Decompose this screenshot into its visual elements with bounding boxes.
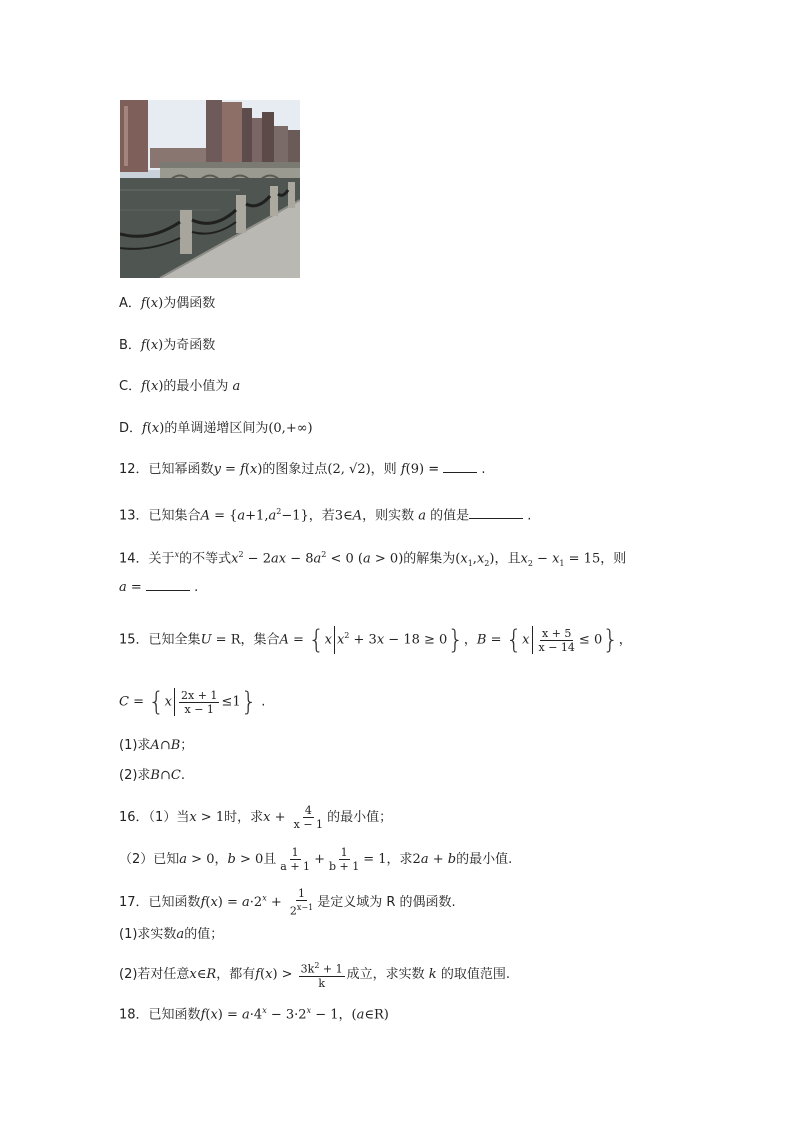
question-number: 14． xyxy=(119,551,149,567)
q17-part1-label: (1)求实数 xyxy=(119,927,177,942)
question-number: 16． xyxy=(119,810,149,825)
option-d-text: 的单调递增区间为 xyxy=(164,421,269,436)
q16-text-1: 时，求 xyxy=(224,810,264,825)
question-17-part-2: (2)若对任意x∈R，都有f(x) > $\frac{3k^2 + 1}{k}$ 成立，求实数 k 的取值范围. xyxy=(119,961,510,990)
river-bridge-photo xyxy=(120,100,300,278)
question-number: 15． xyxy=(119,632,149,648)
q15-text-1: 已知全集 xyxy=(148,632,201,648)
answer-blank[interactable] xyxy=(146,578,190,591)
question-number: 12． xyxy=(119,462,149,477)
answer-blank[interactable] xyxy=(469,506,523,519)
q14-text-4: ，且 xyxy=(494,551,521,567)
option-b[interactable]: B．f(x)为奇函数 xyxy=(119,338,216,353)
q17-part1-text: 的值； xyxy=(184,927,224,942)
question-number: 17． xyxy=(119,894,149,910)
option-d[interactable]: D．f(x)的单调递增区间为(0,+∞) xyxy=(119,421,313,436)
q13-period: . xyxy=(527,508,532,524)
q15-part2-label: (2)求 xyxy=(119,768,151,783)
q13-text-4: 的值是 xyxy=(430,508,470,524)
question-number: 18． xyxy=(119,1007,149,1023)
option-c[interactable]: C．f(x)的最小值为 a xyxy=(119,379,241,394)
question-15-part-2: (2)求B∩C. xyxy=(119,768,185,783)
q15-part1-label: (1)求 xyxy=(119,738,151,753)
q16-text-3: 且 xyxy=(263,852,277,867)
q13-text-1: 已知集合 xyxy=(148,508,201,524)
question-14-continued: a = . xyxy=(119,580,199,595)
q13-text-3: ，则实数 xyxy=(362,508,415,524)
q16-part1-label: （1）当 xyxy=(148,810,190,825)
option-a-label: A． xyxy=(119,296,141,311)
question-14: 14．关于$^x$的不等式$x^2 - 2ax - 8a^2 < 0$ (a > 0)的解集为$(x_1,x_2)$，且$x_2 - x_1 = 15$，则 xyxy=(119,550,627,568)
q14-text-5: ，则 xyxy=(600,551,627,567)
q14-text-1: 关于 xyxy=(148,551,175,567)
q16-text-4: ，求 xyxy=(386,852,413,867)
q17-text-2: 是定义域为 R 的偶函数. xyxy=(317,894,456,910)
option-c-text: 的最小值为 xyxy=(163,379,229,394)
option-c-label: C． xyxy=(119,379,142,394)
q14-text-2: 的不等式 xyxy=(179,551,232,567)
option-a[interactable]: A．f(x)为偶函数 xyxy=(119,296,216,311)
q17-part2-label: (2)若对任意 xyxy=(119,966,190,982)
q15-period: . xyxy=(261,694,266,710)
math-fx: f xyxy=(140,296,146,311)
q12-equals: = xyxy=(428,462,440,477)
q14-text-3: 的解集为 xyxy=(403,551,456,567)
question-18: 18．已知函数$f(x) = a\cdot 4^x - 3\cdot 2^x - 1$，(a∈R) xyxy=(119,1006,389,1023)
q12-text-1: 已知幂函数 xyxy=(148,462,214,477)
question-16-part-2: （2）已知a > 0，b > 0且 $\frac{1}{a + 1}$ + $\frac{1}{b + 1}$ = 1，求2a + b的最小值. xyxy=(119,846,513,873)
question-13: 13．已知集合$A = \{a+1,a^2-1\}$，若3∈A，则实数 a 的值是 . xyxy=(119,507,532,524)
q17-text-1: 已知函数 xyxy=(148,894,201,910)
q17-part2-text-2: 成立，求实数 xyxy=(346,966,425,982)
answer-blank[interactable] xyxy=(443,460,477,473)
question-17: 17．已知函数$f(x) = a\cdot 2^x$ + $\frac{1}{2^{x-1}}$ 是定义域为 R 的偶函数. xyxy=(119,887,456,918)
q14-period: . xyxy=(194,580,199,595)
option-a-text: 为偶函数 xyxy=(163,296,216,311)
question-16-part-1: 16．（1）当x > 1时，求x + $\frac{4}{x - 1}$ 的最小值； xyxy=(119,804,393,831)
option-b-label: B． xyxy=(119,338,141,353)
q12-text-3: ，则 xyxy=(370,462,397,477)
question-15-set-c: C = {x $\frac{2x + 1}{x - 1}$ ≤1} . xyxy=(119,687,266,717)
option-b-text: 为奇函数 xyxy=(163,338,216,353)
q18-text-1: 已知函数 xyxy=(148,1007,201,1023)
option-d-label: D． xyxy=(119,421,143,436)
question-15: 15．已知全集U = R，集合A = {x $x^2 + 3x - 18 \ge 0$}，B = {x $\frac{x + 5}{x - 14}$ ≤ 0}， xyxy=(119,625,632,655)
q17-part2-text-1: ，都有 xyxy=(216,966,256,982)
question-12: 12．已知幂函数y = f(x)的图象过点(2, √2)，则 f(9) = . xyxy=(119,462,486,477)
q17-part2-text-3: 的取值范围. xyxy=(440,966,510,982)
q12-text-2: 的图象过点 xyxy=(262,462,328,477)
q13-text-2: ，若 xyxy=(308,508,335,524)
question-15-part-1: (1)求A∩B； xyxy=(119,738,194,753)
q16-text-5: 的最小值. xyxy=(456,852,513,867)
question-number: 13． xyxy=(119,508,149,524)
q16-part2-label: （2）已知 xyxy=(119,852,180,867)
question-17-part-1: (1)求实数a的值； xyxy=(119,927,224,942)
q15-text-2: ，集合 xyxy=(240,632,280,648)
q12-period: . xyxy=(481,462,486,477)
q16-text-2: 的最小值； xyxy=(327,810,393,825)
